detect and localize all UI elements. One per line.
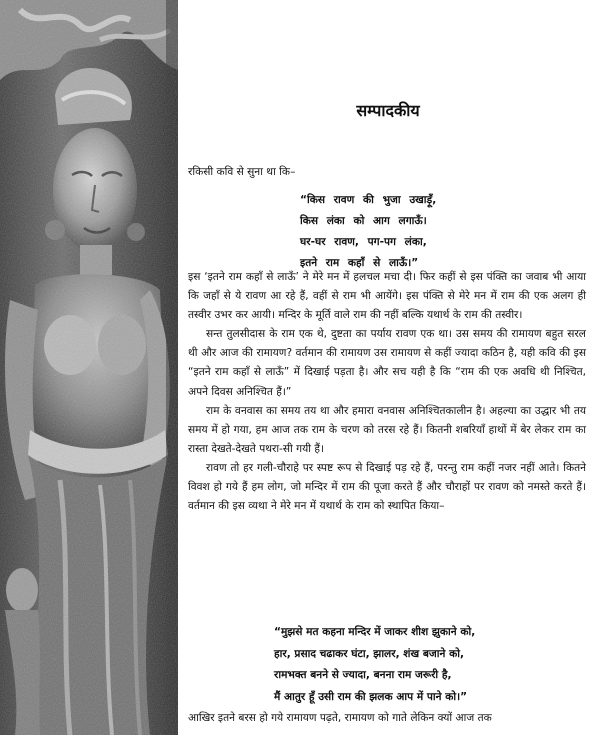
poem-line: हार, प्रसाद चढाकर घंटा, झालर, शंख बजाने को, bbox=[274, 647, 464, 660]
sculpture-photo-icon bbox=[0, 0, 178, 735]
paragraph: राम के वनवास का समय तय था और हमारा वनवास अनिश्चितकालीन है। अहल्या का उद्धार भी तय समय में हो गया, हम आज तक राम के चरण को तरस रहे हैं। कितनी शबरियाँ हाथों में बेर लेकर राम का रास्ता देखते-देखते पथरा-सी गयी हैं। bbox=[188, 404, 586, 455]
paragraph: इस ‘इतने राम कहाँ से लाऊँ’ ने मेरे मन में हलचल मचा दी। फिर कहीं से इस पंक्ति का जवाब भी आया कि जहाँ से ये रावण आ रहे हैं, वहीं से राम भी आयेंगे। इस पंक्ति से मेरे मन में राम की एक अलग ही तस्वीर उभर कर आयी। मन्दिर के मूर्ति वाले राम की नहीं बल्कि यथार्थ के राम की तस्वीर। bbox=[188, 271, 586, 322]
poem-line: “मुझसे मत कहना मन्दिर में जाकर शीश झुकाने को, bbox=[274, 626, 476, 638]
poem-line: इतने राम कहाँ से लाऊँ।” bbox=[300, 257, 419, 269]
poem-line: रामभक्त बनने से ज्यादा, बनना राम जरूरी है, bbox=[274, 669, 452, 681]
page-title: सम्पादकीय bbox=[356, 101, 420, 120]
body-paragraphs bbox=[188, 268, 586, 516]
intro-line: रकिसी कवि से सुना था कि– bbox=[188, 166, 296, 178]
sculpture-image bbox=[0, 0, 178, 735]
poem-quote-2 bbox=[274, 622, 514, 708]
poem-line: “किस रावण की भुजा उखाड़ूँ, bbox=[300, 194, 437, 206]
poem-line: किस लंका को आग लगाऊँ। bbox=[300, 215, 427, 227]
paragraph: सन्त तुलसीदास के राम एक थे, दुष्टता का पर्याय रावण एक था। उस समय की रामायण बहुत सरल थी और आज की रामायण? वर्तमान की रामायण उस रामायण से कहीं ज्यादा कठिन है, यही कवि की इस “इतने राम कहाँ से लाऊँ” में दिखाई पड़ता है। और सच यही है कि “राम की एक अवधि थी निश्चित, अपने दिवस अनिश्चित हैं।” bbox=[188, 328, 586, 398]
paragraph: रावण तो हर गली-चौराहे पर स्पष्ट रूप से दिखाई पड़ रहे हैं, परन्तु राम कहीं नजर नहीं आते। कितने विवश हो गये हैं हम लोग, जो मन्दिर में राम की पूजा करते हैं और चौराहों पर रावण को नमस्ते करते हैं। वर्तमान की इस व्यथा ने मेरे मन में यथार्थ के राम को स्थापित किया– bbox=[188, 461, 586, 513]
poem-quote-1 bbox=[300, 190, 475, 274]
poem-line: मैं आतुर हूँ उसी राम की झलक आप में पाने को।” bbox=[274, 690, 468, 703]
poem-line: घर-घर रावण, पग-पग लंका, bbox=[300, 236, 427, 248]
closing-line: आखिर इतने बरस हो गये रामायण पढ़ते, रामायण को गाते लेकिन क्यों आज तक bbox=[188, 712, 492, 724]
editorial-text bbox=[188, 0, 588, 735]
